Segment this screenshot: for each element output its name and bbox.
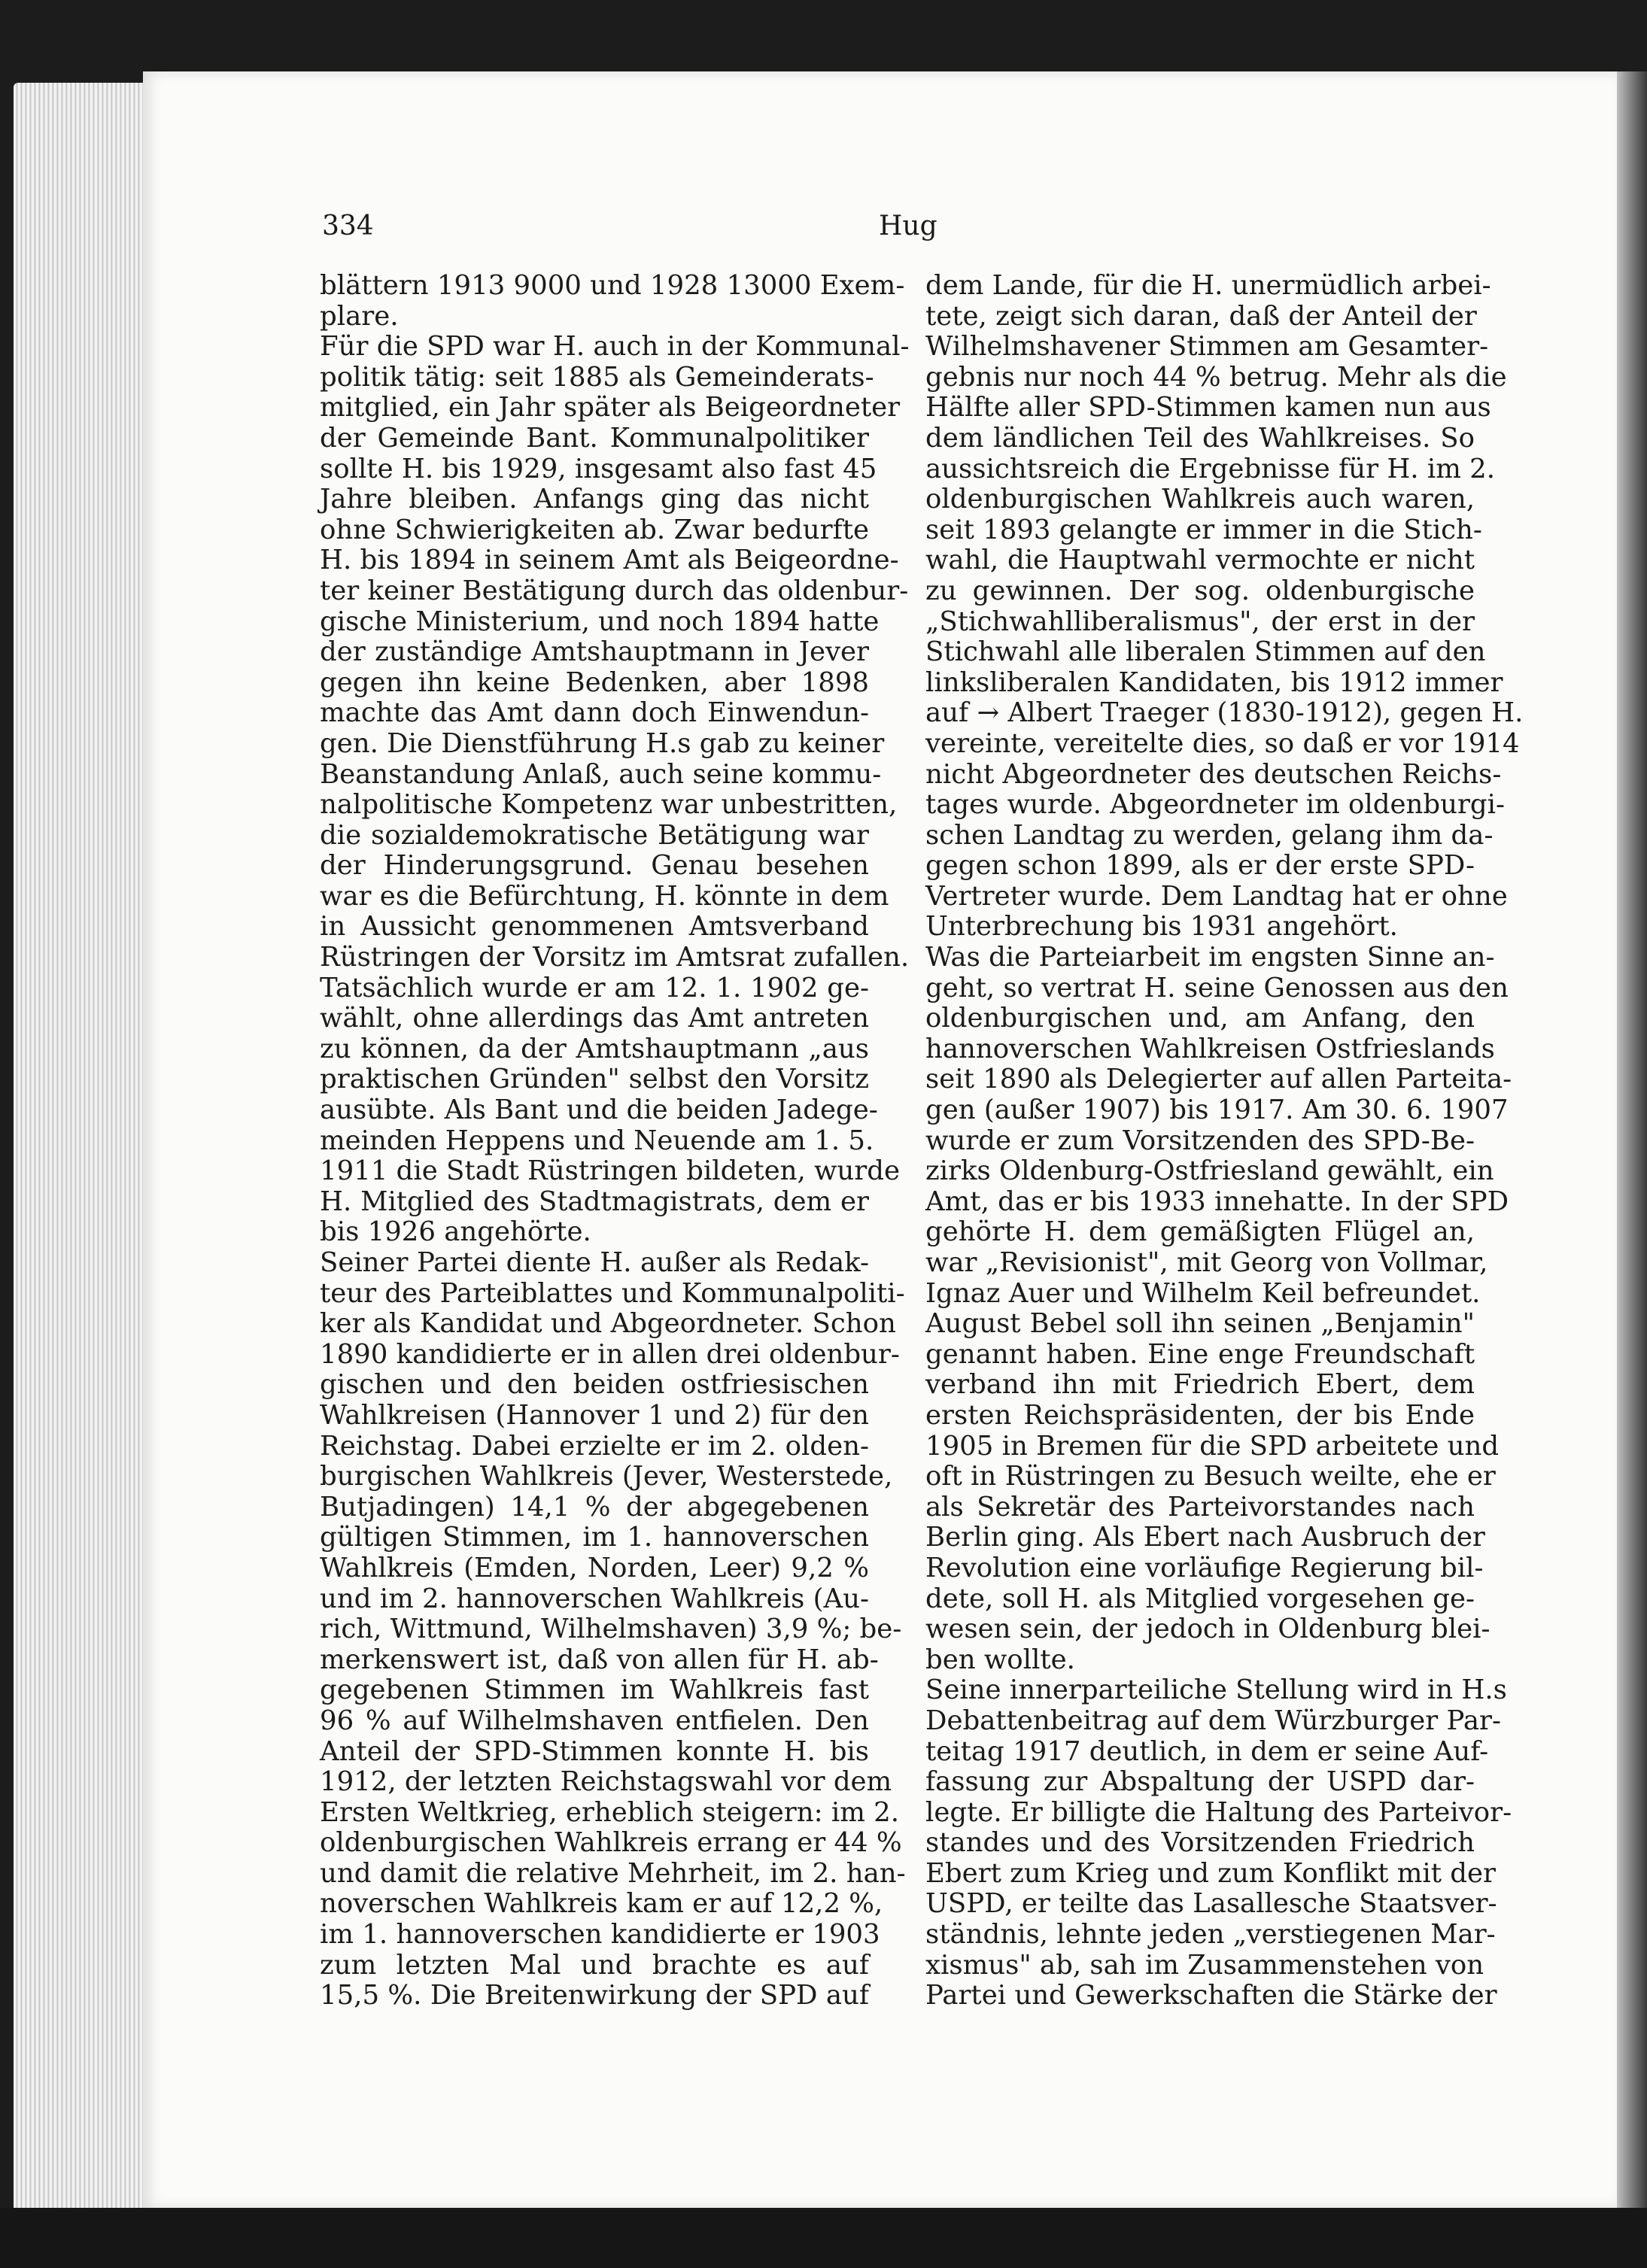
text-line: Seine innerparteiliche Stellung wird in H.s: [925, 1674, 1507, 1706]
text-line: gegebenen Stimmen im Wahlkreis fast: [320, 1674, 869, 1706]
text-line: Wahlkreis (Emden, Norden, Leer) 9,2 %: [320, 1552, 869, 1583]
text-line: linksliberalen Kandidaten, bis 1912 immer: [925, 666, 1503, 698]
text-line: Ignaz Auer und Wilhelm Keil befreundet.: [925, 1277, 1481, 1309]
scan-bottom-border: [0, 2208, 1647, 2268]
text-line: gültigen Stimmen, im 1. hannoverschen: [320, 1522, 869, 1553]
text-line: im 1. hannoverschen kandidierte er 1903: [320, 1919, 880, 1951]
text-line: dem ländlichen Teil des Wahlkreises. So: [925, 422, 1475, 454]
text-line: blättern 1913 9000 und 1928 13000 Exem-: [320, 270, 905, 301]
text-line: mitglied, ein Jahr später als Beigeordneter: [320, 392, 901, 424]
text-line: wurde er zum Vorsitzenden des SPD-Be-: [925, 1125, 1475, 1156]
text-line: als Sekretär des Parteivorstandes nach: [925, 1491, 1475, 1523]
text-line: Was die Parteiarbeit im engsten Sinne an-: [925, 942, 1495, 973]
text-line: gen. Die Dienstführung H.s gab zu keiner: [320, 727, 885, 759]
text-line: Ersten Weltkrieg, erheblich steigern: im 2.: [320, 1796, 900, 1828]
text-line: meinden Heppens und Neuende am 1. 5.: [320, 1125, 874, 1156]
text-line: 1890 kandidierte er in allen drei oldenbur-: [320, 1338, 900, 1370]
text-line: vereinte, vereitelte dies, so daß er vor 1914: [925, 727, 1520, 759]
text-line: geht, so vertrat H. seine Genossen aus den: [925, 972, 1509, 1003]
text-line: Für die SPD war H. auch in der Kommunal-: [320, 331, 910, 363]
text-line: oldenburgischen Wahlkreis errang er 44 %: [320, 1827, 902, 1859]
text-line: Debattenbeitrag auf dem Würzburger Par-: [925, 1705, 1501, 1736]
text-line: machte das Amt dann doch Einwendun-: [320, 697, 869, 729]
text-line: gebnis nur noch 44 % betrug. Mehr als die: [925, 361, 1507, 393]
text-line: gischen und den beiden ostfriesischen: [320, 1369, 869, 1401]
text-line: H. bis 1894 in seinem Amt als Beigeordne-: [320, 545, 899, 576]
text-line: Unterbrechung bis 1931 angehört.: [925, 911, 1398, 943]
text-line: wesen sein, der jedoch in Oldenburg blei-: [925, 1614, 1491, 1645]
text-line: hannoverschen Wahlkreisen Ostfrieslands: [925, 1033, 1495, 1064]
text-line: der zuständige Amtshauptmann in Jever: [320, 636, 869, 668]
text-line: sollte H. bis 1929, insgesamt also fast 45: [320, 453, 877, 484]
text-line: Berlin ging. Als Ebert nach Ausbruch der: [925, 1522, 1485, 1553]
text-line: gische Ministerium, und noch 1894 hatte: [320, 606, 880, 637]
text-line: Seiner Partei diente H. außer als Redak-: [320, 1247, 869, 1278]
text-line: burgischen Wahlkreis (Jever, Westerstede,: [320, 1461, 893, 1492]
text-line: war „Revisionist", mit Georg von Vollmar,: [925, 1247, 1488, 1278]
text-line: zu können, da der Amtshauptmann „aus: [320, 1033, 869, 1064]
text-line: seit 1890 als Delegierter auf allen Parteita-: [925, 1064, 1512, 1095]
text-column-right: [925, 270, 1524, 2011]
text-line: Revolution eine vorläufige Regierung bil-: [925, 1552, 1484, 1583]
text-line: schen Landtag zu werden, gelang ihm da-: [925, 819, 1494, 851]
page-number: 334: [322, 211, 374, 241]
text-line: Tatsächlich wurde er am 12. 1. 1902 ge-: [320, 972, 869, 1003]
text-line: gehörte H. dem gemäßigten Flügel an,: [925, 1216, 1475, 1248]
text-line: seit 1893 gelangte er immer in die Stich-: [925, 514, 1482, 545]
text-line: noverschen Wahlkreis kam er auf 12,2 %,: [320, 1888, 883, 1920]
right-page-edge: [1617, 71, 1647, 2208]
text-line: „Stichwahlliberalismus", der erst in der: [925, 606, 1475, 637]
text-line: Jahre bleiben. Anfangs ging das nicht: [320, 484, 869, 515]
text-line: Vertreter wurde. Dem Landtag hat er ohne: [925, 880, 1508, 912]
text-line: gegen ihn keine Bedenken, aber 1898: [320, 666, 869, 698]
text-line: nalpolitische Kompetenz war unbestritten,: [320, 789, 898, 821]
text-line: merkenswert ist, daß von allen für H. ab-: [320, 1644, 879, 1675]
text-line: Hälfte aller SPD-Stimmen kamen nun aus: [925, 392, 1491, 424]
text-line: rich, Wittmund, Wilhelmshaven) 3,9 %; be-: [320, 1614, 902, 1645]
text-line: Reichstag. Dabei erzielte er im 2. olden-: [320, 1430, 869, 1462]
text-line: ker als Kandidat und Abgeordneter. Schon: [320, 1308, 896, 1340]
text-line: xismus" ab, sah im Zusammenstehen von: [925, 1949, 1484, 1981]
text-line: oldenburgischen und, am Anfang, den: [925, 1003, 1475, 1034]
text-line: und im 2. hannoverschen Wahlkreis (Au-: [320, 1583, 869, 1614]
text-line: plare.: [320, 300, 399, 332]
text-line: der Gemeinde Bant. Kommunalpolitiker: [320, 422, 869, 454]
text-line: ausübte. Als Bant und die beiden Jadege-: [320, 1095, 878, 1126]
text-column-left: [320, 270, 910, 2011]
text-line: aussichtsreich die Ergebnisse für H. im 2.: [925, 453, 1496, 484]
running-head: Hug: [879, 211, 937, 241]
text-line: ben wollte.: [925, 1644, 1075, 1675]
text-line: 1905 in Bremen für die SPD arbeitete und: [925, 1430, 1500, 1462]
text-line: 96 % auf Wilhelmshaven entfielen. Den: [320, 1705, 869, 1736]
text-line: Anteil der SPD-Stimmen konnte H. bis: [320, 1735, 869, 1767]
text-line: bis 1926 angehörte.: [320, 1216, 591, 1248]
text-line: teitag 1917 deutlich, in dem er seine Auf-: [925, 1735, 1489, 1767]
text-line: dete, soll H. als Mitglied vorgesehen ge-: [925, 1583, 1475, 1614]
text-line: legte. Er billigte die Haltung des Parteivor-: [925, 1796, 1512, 1828]
text-line: nicht Abgeordneter des deutschen Reichs-: [925, 758, 1502, 790]
text-line: praktischen Gründen" selbst den Vorsitz: [320, 1064, 869, 1095]
text-line: ter keiner Bestätigung durch das oldenbur-: [320, 575, 909, 606]
text-line: Rüstringen der Vorsitz im Amtsrat zufallen.: [320, 942, 910, 973]
text-line: standes und des Vorsitzenden Friedrich: [925, 1827, 1475, 1859]
text-line: Stichwahl alle liberalen Stimmen auf den: [925, 636, 1486, 668]
text-line: genannt haben. Eine enge Freundschaft: [925, 1338, 1475, 1370]
text-line: Amt, das er bis 1933 innehatte. In der SPD: [925, 1186, 1509, 1217]
text-line: Butjadingen) 14,1 % der abgegebenen: [320, 1491, 869, 1523]
text-line: tete, zeigt sich daran, daß der Anteil der: [925, 300, 1477, 332]
text-line: Wahlkreisen (Hannover 1 und 2) für den: [320, 1399, 869, 1431]
text-line: ersten Reichspräsidenten, der bis Ende: [925, 1399, 1475, 1431]
text-line: teur des Parteiblattes und Kommunalpoliti-: [320, 1277, 905, 1309]
text-line: zum letzten Mal und brachte es auf: [320, 1949, 869, 1981]
text-line: in Aussicht genommenen Amtsverband: [320, 911, 869, 943]
text-line: 15,5 %. Die Breitenwirkung der SPD auf: [320, 1980, 869, 2011]
text-line: ohne Schwierigkeiten ab. Zwar bedurfte: [320, 514, 869, 545]
text-line: 1911 die Stadt Rüstringen bildeten, wurde: [320, 1155, 900, 1187]
text-line: oldenburgischen Wahlkreis auch waren,: [925, 484, 1475, 515]
text-line: zirks Oldenburg-Ostfriesland gewählt, ein: [925, 1155, 1494, 1187]
text-line: gen (außer 1907) bis 1917. Am 30. 6. 1907: [925, 1095, 1509, 1126]
text-line: ständnis, lehnte jeden „verstiegenen Mar-: [925, 1919, 1496, 1951]
text-line: USPD, er teilte das Lasallesche Staatsver-: [925, 1888, 1497, 1920]
text-line: oft in Rüstringen zu Besuch weilte, ehe er: [925, 1461, 1496, 1492]
text-line: dem Lande, für die H. unermüdlich arbei-: [925, 270, 1491, 301]
text-line: Ebert zum Krieg und zum Konflikt mit der: [925, 1857, 1496, 1889]
book-page-edges: [14, 83, 156, 2227]
text-line: die sozialdemokratische Betätigung war: [320, 819, 869, 851]
text-line: gegen schon 1899, als er der erste SPD-: [925, 850, 1475, 882]
text-line: politik tätig: seit 1885 als Gemeinderats-: [320, 361, 874, 393]
text-line: tages wurde. Abgeordneter im oldenburgi-: [925, 789, 1506, 821]
text-line: zu gewinnen. Der sog. oldenburgische: [925, 575, 1475, 606]
text-line: wählt, ohne allerdings das Amt antreten: [320, 1003, 869, 1034]
text-line: 1912, der letzten Reichstagswahl vor dem: [320, 1766, 892, 1798]
text-line: Wilhelmshavener Stimmen am Gesamter-: [925, 331, 1489, 363]
text-line: verband ihn mit Friedrich Ebert, dem: [925, 1369, 1475, 1401]
text-line: August Bebel soll ihn seinen „Benjamin": [925, 1308, 1475, 1340]
text-line: Beanstandung Anlaß, auch seine kommu-: [320, 758, 882, 790]
text-line: war es die Befürchtung, H. könnte in dem: [320, 880, 889, 912]
text-line: auf → Albert Traeger (1830-1912), gegen H.: [925, 697, 1524, 729]
text-line: und damit die relative Mehrheit, im 2. han-: [320, 1857, 906, 1889]
text-line: der Hinderungsgrund. Genau besehen: [320, 850, 869, 882]
text-line: wahl, die Hauptwahl vermochte er nicht: [925, 545, 1475, 576]
text-line: H. Mitglied des Stadtmagistrats, dem er: [320, 1186, 869, 1217]
text-line: fassung zur Abspaltung der USPD dar-: [925, 1766, 1475, 1798]
text-line: Partei und Gewerkschaften die Stärke der: [925, 1980, 1497, 2011]
